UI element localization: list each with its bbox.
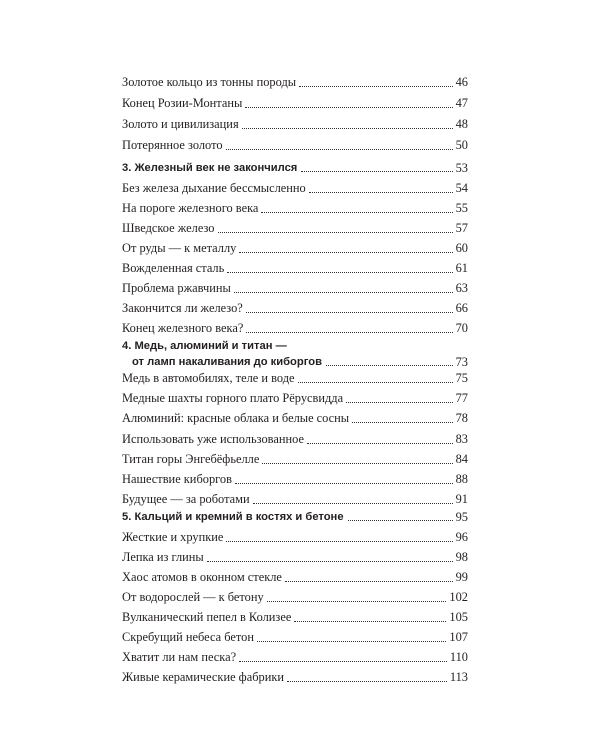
leader-dots	[253, 503, 453, 504]
toc-entry-title: От руды — к металлу	[122, 241, 237, 255]
toc-entry-title: Лепка из глины	[122, 550, 204, 564]
leader-dots	[299, 86, 453, 87]
toc-entry-title: От водорослей — к бетону	[122, 590, 264, 604]
toc-entry-page: 84	[455, 452, 468, 466]
toc-entry-title: Конец железного века?	[122, 321, 244, 335]
chapter-page: 95	[455, 510, 468, 524]
toc-entry-title: Закончится ли железо?	[122, 301, 243, 315]
toc-entry-title: Золото и цивилизация	[122, 117, 239, 131]
chapter-heading	[122, 160, 468, 176]
toc-entry-page: 61	[455, 261, 468, 275]
leader-dots	[246, 332, 452, 333]
toc-entry	[122, 371, 468, 386]
toc-entry	[122, 432, 468, 447]
toc-entry-title: Шведское железо	[122, 221, 215, 235]
chapter-title: 3. Железный век не закончился	[122, 162, 298, 174]
toc-entry-title: Жесткие и хрупкие	[122, 530, 224, 544]
toc-entry	[122, 321, 468, 336]
chapter-heading	[122, 509, 468, 525]
leader-dots	[234, 292, 453, 293]
leader-dots	[307, 443, 453, 444]
toc-entry-page: 110	[449, 650, 468, 664]
toc-entry-title: Вожделенная сталь	[122, 261, 225, 275]
leader-dots	[227, 272, 452, 273]
leader-dots	[226, 541, 452, 542]
toc-entry	[122, 650, 468, 665]
toc-entry-page: 113	[449, 670, 468, 684]
leader-dots	[261, 212, 452, 213]
toc-entry	[122, 281, 468, 296]
toc-entry-page: 99	[455, 570, 468, 584]
leader-dots	[245, 107, 452, 108]
toc-entry	[122, 492, 468, 507]
toc-entry-page: 102	[449, 590, 468, 604]
toc-entry-page: 50	[455, 138, 468, 152]
leader-dots	[235, 483, 453, 484]
toc-entry	[122, 411, 468, 426]
leader-dots	[257, 641, 446, 642]
toc-entry-title: Живые керамические фабрики	[122, 670, 284, 684]
toc-entry-title: Потерянное золото	[122, 138, 223, 152]
toc-entry-title: Медь в автомобилях, теле и воде	[122, 371, 295, 385]
leader-dots	[218, 232, 453, 233]
toc-entry	[122, 452, 468, 467]
toc-entry-title: Проблема ржавчины	[122, 281, 231, 295]
toc-entry-page: 70	[455, 321, 468, 335]
toc-entry	[122, 570, 468, 585]
toc-entry	[122, 391, 468, 406]
toc-entry	[122, 138, 468, 153]
toc-entry-page: 54	[455, 181, 468, 195]
leader-dots	[301, 171, 452, 172]
toc-entry-page: 55	[455, 201, 468, 215]
toc-entry	[122, 117, 468, 132]
leader-dots	[352, 422, 452, 423]
leader-dots	[267, 601, 447, 602]
leader-dots	[326, 365, 453, 366]
toc-entry-title: Хватит ли нам песка?	[122, 650, 237, 664]
leader-dots	[294, 621, 446, 622]
chapter-page: 53	[455, 161, 468, 175]
toc-entry-title: Будущее — за роботами	[122, 492, 250, 506]
toc-entry-page: 75	[455, 371, 468, 385]
toc-entry-page: 78	[455, 411, 468, 425]
leader-dots	[298, 382, 453, 383]
toc-entry-page: 83	[455, 432, 468, 446]
toc-entry-title: Медные шахты горного плато Рёрусвидда	[122, 391, 344, 405]
leader-dots	[242, 128, 453, 129]
toc-entry-title: Хаос атомов в оконном стекле	[122, 570, 282, 584]
toc-entry-page: 57	[455, 221, 468, 235]
toc-entry-page: 63	[455, 281, 468, 295]
toc-entry	[122, 301, 468, 316]
toc-entry	[122, 630, 468, 645]
toc-entry	[122, 530, 468, 545]
toc-entry-title: Золотое кольцо из тонны породы	[122, 75, 297, 89]
leader-dots	[239, 252, 452, 253]
toc-entry-page: 47	[455, 96, 468, 110]
toc-entry-title: Конец Розии-Монтаны	[122, 96, 243, 110]
toc-entry	[122, 550, 468, 565]
toc-entry	[122, 670, 468, 685]
toc-entry-title: Скребущий небеса бетон	[122, 630, 254, 644]
toc-entry-page: 88	[455, 472, 468, 486]
toc-entry-page: 107	[449, 630, 468, 644]
toc-entry-page: 48	[455, 117, 468, 131]
toc-entry	[122, 472, 468, 487]
toc-entry	[122, 96, 468, 111]
leader-dots	[226, 149, 453, 150]
leader-dots	[262, 463, 452, 464]
toc-entry	[122, 610, 468, 625]
chapter-heading	[122, 338, 468, 370]
toc-entry	[122, 261, 468, 276]
toc-entry	[122, 75, 468, 90]
toc-entry-page: 98	[455, 550, 468, 564]
leader-dots	[207, 561, 453, 562]
toc-entry-title: Без железа дыхание бессмысленно	[122, 181, 306, 195]
toc-entry-page: 77	[455, 391, 468, 405]
chapter-title-line-2: от ламп накаливания до киборгов	[132, 356, 322, 368]
leader-dots	[346, 402, 452, 403]
toc-entry-page: 66	[455, 301, 468, 315]
toc-entry-title: Нашествие киборгов	[122, 472, 232, 486]
toc-entry-title: На пороге железного века	[122, 201, 259, 215]
toc-entry	[122, 201, 468, 216]
toc-entry	[122, 181, 468, 196]
toc-entry	[122, 241, 468, 256]
toc-entry-page: 105	[449, 610, 468, 624]
leader-dots	[246, 312, 453, 313]
toc-entry-title: Использовать уже использованное	[122, 432, 304, 446]
leader-dots	[285, 581, 453, 582]
leader-dots	[309, 192, 453, 193]
toc-entry	[122, 590, 468, 605]
toc-entry-title: Алюминий: красные облака и белые сосны	[122, 411, 350, 425]
chapter-title-line-1: 4. Медь, алюминий и титан —	[122, 340, 287, 352]
chapter-page: 73	[455, 355, 468, 369]
toc-entry-page: 46	[455, 75, 468, 89]
chapter-title: 5. Кальций и кремний в костях и бетоне	[122, 511, 344, 523]
toc-entry-page: 96	[455, 530, 468, 544]
toc-entry	[122, 221, 468, 236]
toc-entry-title: Титан горы Энгебёфьелле	[122, 452, 260, 466]
toc-entry-page: 60	[455, 241, 468, 255]
leader-dots	[287, 681, 447, 682]
toc-entry-title: Вулканический пепел в Колизее	[122, 610, 292, 624]
leader-dots	[239, 661, 447, 662]
leader-dots	[348, 520, 453, 521]
toc-entry-page: 91	[455, 492, 468, 506]
